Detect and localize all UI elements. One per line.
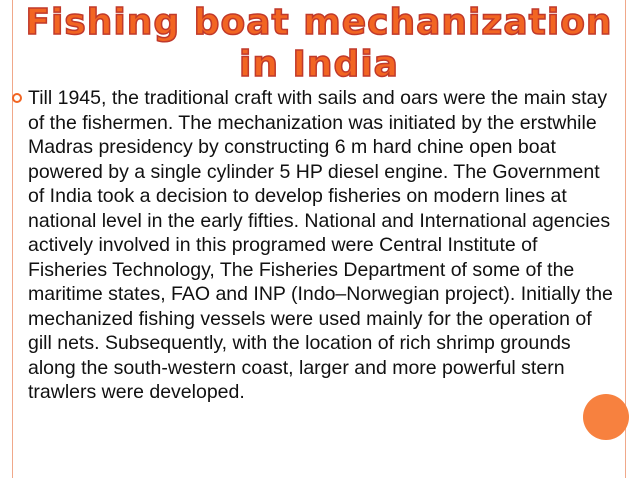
decorative-circle [583, 394, 629, 440]
bullet-text: Till 1945, the traditional craft with sails and oars were the main stay of the fishermen. The mechanization was initiated by the erstwhile Madras presidency by constructing 6 m hard chine open boat powered by a single cylinder 5 HP diesel engine. The Government of India took a decision to develop fisheries on modern lines at national level in the early fifties. National and International agencies actively involved in this programed were Central Institute of Fisheries Technology, The Fisheries Department of some of the maritime states, FAO and INP (Indo–Norwegian project). Initially the mechanized fishing vessels were used mainly for the operation of gill nets. Subsequently, with the location of rich shrimp grounds along the south-western coast, larger and more powerful stern trawlers were developed. [28, 87, 613, 403]
bullet-item [8, 86, 616, 405]
slide-title: Fishing boat mechanization in India [25, 2, 613, 85]
circle-bullet-icon [12, 93, 22, 103]
